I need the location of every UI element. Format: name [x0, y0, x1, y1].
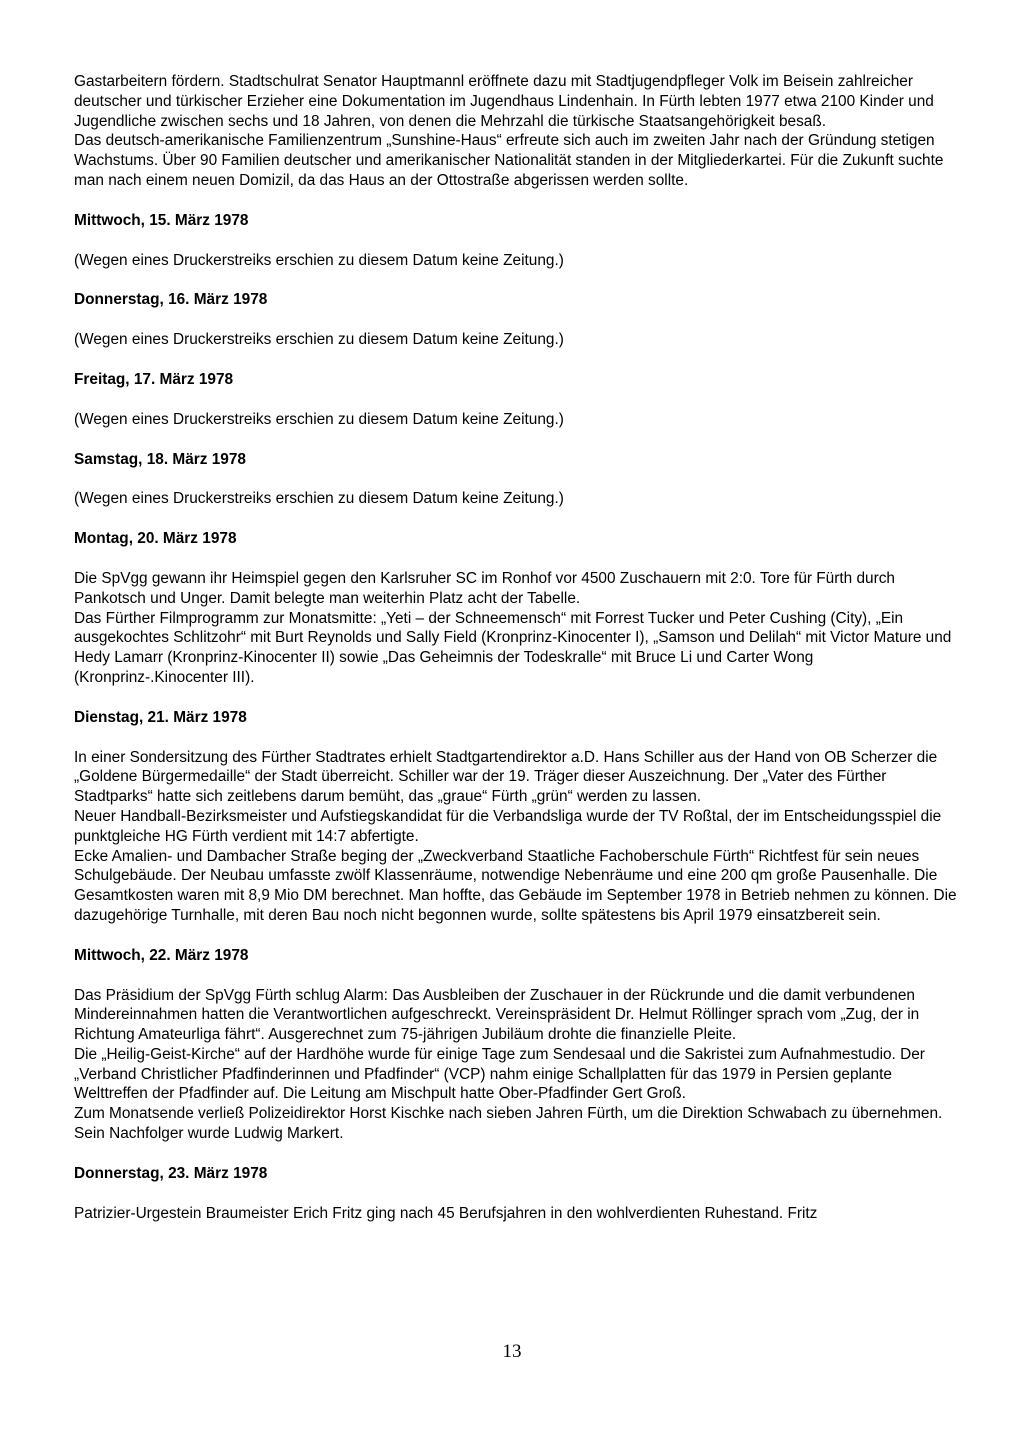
intro-paragraph: Das deutsch-amerikanische Familienzentrum „Sunshine-Haus“ erfreute sich auch im zweiten Jahr nach der Gründung stetigen Wachstums. Über 90 Familien deutscher und amerikanischer Nationalität standen in der Mitgliederkartei. Für die Zukunft suchte man nach einem neuen Domizil, da das Haus an der Ottostraße abgerissen werden sollte. — [74, 132, 944, 189]
entry-paragraph: Ecke Amalien- und Dambacher Straße beging der „Zweckverband Staatliche Fachoberschule Fürth“ Richtfest für sein neues Schulgebäude. Der Neubau umfasste zwölf Klassenräume, notwendige Nebenräume und eine 200 qm große Pausenhalle. Die Gesamtkosten waren mit 8,9 Mio DM berechnet. Man hoffte, das Gebäude im September 1978 in Betrieb nehmen zu können. Die dazugehörige Turnhalle, mit deren Bau noch nicht begonnen wurde, sollte spätestens bis April 1979 einsatzbereit sein. — [74, 847, 957, 924]
entry-paragraph: In einer Sondersitzung des Fürther Stadtrates erhielt Stadtgartendirektor a.D. Hans Schiller aus der Hand von OB Scherzer die „Goldene Bürgermedaille“ der Stadt überreicht. Schiller war der 19. Träger dieser Auszeichnung. Der „Vater des Fürther Stadtparks“ hatte sich zeitlebens darum bemüht, das „graue“ Fürth „grün“ werden zu lassen. — [74, 748, 938, 806]
date-entry — [74, 1164, 960, 1224]
entry-paragraph: Patrizier-Urgestein Braumeister Erich Fritz ging nach 45 Berufsjahren in den wohlverdienten Ruhestand. Fritz — [74, 1204, 818, 1222]
entry-paragraph: Die SpVgg gewann ihr Heimspiel gegen den Karlsruher SC im Ronhof vor 4500 Zuschauern mit 2:0. Tore für Fürth durch Pankotsch und Unger. Damit belegte man weiterhin Platz acht der Tabelle. — [74, 569, 895, 607]
entry-paragraph: (Wegen eines Druckerstreiks erschien zu diesem Datum keine Zeitung.) — [74, 251, 564, 269]
date-entry — [74, 370, 960, 430]
intro-paragraph: Gastarbeitern fördern. Stadtschulrat Senator Hauptmannl eröffnete dazu mit Stadtjugendpfleger Volk im Beisein zahlreicher deutscher und türkischer Erzieher eine Dokumentation im Jugendhaus Lindenhain. In Fürth lebten 1977 etwa 2100 Kinder und Jugendliche zwischen sechs und 18 Jahren, von denen die Mehrzahl die türkische Staatsangehörigkeit besaß. — [74, 73, 934, 130]
date-entry — [74, 529, 960, 688]
entry-paragraph: Zum Monatsende verließ Polizeidirektor Horst Kischke nach sieben Jahren Fürth, um die Direktion Schwabach zu übernehmen. Sein Nachfolger wurde Ludwig Markert. — [74, 1105, 943, 1143]
page-number: 13 — [502, 1341, 522, 1362]
date-entry — [74, 290, 960, 350]
date-entry — [74, 946, 960, 1144]
date-heading: Samstag, 18. März 1978 — [74, 450, 246, 468]
document-body — [74, 72, 960, 1223]
date-heading: Freitag, 17. März 1978 — [74, 370, 234, 388]
entry-paragraph: Die „Heilig-Geist-Kirche“ auf der Hardhöhe wurde für einige Tage zum Sendesaal und die Sakristei zum Aufnahmestudio. Der „Verband Christlicher Pfadfinderinnen und Pfadfinder“ (VCP) nahm einige Schallplatten für das 1979 in Persien geplante Welttreffen der Pfadfinder auf. Die Leitung am Mischpult hatte Ober-Pfadfinder Gert Groß. — [74, 1045, 925, 1103]
date-heading: Donnerstag, 23. März 1978 — [74, 1164, 268, 1182]
date-heading: Mittwoch, 15. März 1978 — [74, 211, 249, 229]
entry-paragraph: Das Fürther Filmprogramm zur Monatsmitte: „Yeti – der Schneemensch“ mit Forrest Tucker und Peter Cushing (City), „Ein ausgekochtes Schlitzohr“ mit Burt Reynolds und Sally Field (Kronprinz-Kinocenter I), „Samson und Delilah“ mit Victor Mature und Hedy Lamarr (Kronprinz-Kinocenter II) sowie „Das Geheimnis der Todeskralle“ mit Bruce Li und Carter Wong (Kronprinz-.Kinocenter III). — [74, 609, 952, 686]
entry-paragraph: Neuer Handball-Bezirksmeister und Aufstiegskandidat für die Verbandsliga wurde der TV Roßtal, der im Entscheidungsspiel die punktgleiche HG Fürth verdient mit 14:7 abfertigte. — [74, 807, 942, 845]
entry-paragraph: Das Präsidium der SpVgg Fürth schlug Alarm: Das Ausbleiben der Zuschauer in der Rückrunde und die damit verbundenen Mindereinnahmen hatten die Verantwortlichen aufgeschreckt. Vereinspräsident Dr. Helmut Röllinger sprach vom „Zug, der in Richtung Amateurliga fährt“. Ausgerechnet zum 75-jährigen Jubiläum drohte die finanzielle Pleite. — [74, 986, 920, 1044]
date-heading: Donnerstag, 16. März 1978 — [74, 291, 268, 309]
date-entry — [74, 211, 960, 271]
date-heading: Dienstag, 21. März 1978 — [74, 708, 247, 726]
entry-paragraph: (Wegen eines Druckerstreiks erschien zu diesem Datum keine Zeitung.) — [74, 490, 564, 508]
date-entry — [74, 450, 960, 510]
date-heading: Mittwoch, 22. März 1978 — [74, 946, 249, 964]
entry-paragraph: (Wegen eines Druckerstreiks erschien zu diesem Datum keine Zeitung.) — [74, 331, 564, 349]
date-heading: Montag, 20. März 1978 — [74, 530, 237, 548]
date-entry — [74, 708, 960, 926]
entry-paragraph: (Wegen eines Druckerstreiks erschien zu diesem Datum keine Zeitung.) — [74, 410, 564, 428]
